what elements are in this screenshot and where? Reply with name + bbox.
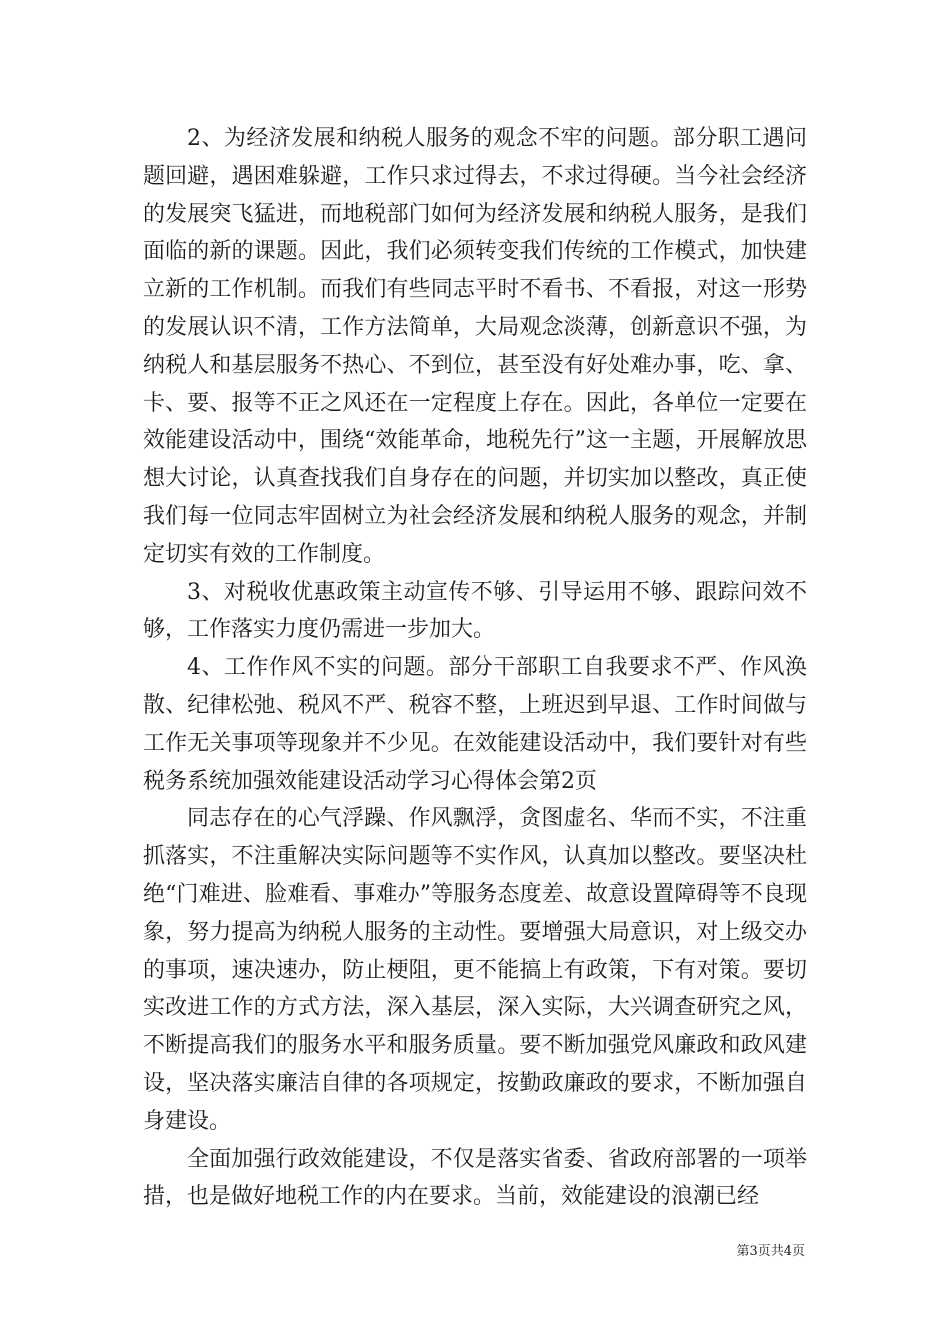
paragraph-item-4: 4、工作作风不实的问题。部分干部职工自我要求不严、作风涣散、纪律松弛、税风不严、税容不整，上班迟到早退、工作时间做与工作无关事项等现象并不少见。在效能建设活动中，我们要针对有些税务系统加强效能建设活动学习心得体会第2页 — [143, 655, 807, 794]
paragraph-item-2: 2、为经济发展和纳税人服务的观念不牢的问题。部分职工遇问题回避，遇困难躲避，工作只求过得去，不求过得硬。当今社会经济的发展突飞猛进，而地税部门如何为经济发展和纳税人服务，是我们面临的新的课题。因此，我们必须转变我们传统的工作模式，加快建立新的工作机制。而我们有些同志平时不看书、不看报，对这一形势的发展认识不清，工作方法简单，大局观念淡薄，创新意识不强，为纳税人和基层服务不热心、不到位，甚至没有好处难办事，吃、拿、卡、要、报等不正之风还在一定程度上存在。因此，各单位一定要在效能建设活动中，围绕“效能革命，地税先行”这一主题，开展解放思想大讨论，认真查找我们自身存在的问题，并切实加以整改，真正使我们每一位同志牢固树立为社会经济发展和纳税人服务的观念，并制定切实有效的工作制度。 — [143, 126, 807, 567]
document-body — [143, 120, 807, 1216]
paragraph-item-3: 3、对税收优惠政策主动宣传不够、引导运用不够、跟踪问效不够，工作落实力度仍需进一步加大。 — [143, 579, 807, 643]
page-number-footer: 第3页共4页 — [736, 1244, 805, 1259]
paragraph-continuation: 同志存在的心气浮躁、作风飘浮，贪图虚名、华而不实，不注重抓落实，不注重解决实际问题等不实作风，认真加以整改。要坚决杜绝“门难进、脸难看、事难办”等服务态度差、故意设置障碍等不良现象，努力提高为纳税人服务的主动性。要增强大局意识，对上级交办的事项，速决速办，防止梗阻，更不能搞上有政策，下有对策。要切实改进工作的方式方法，深入基层，深入实际，大兴调查研究之风，不断提高我们的服务水平和服务质量。要不断加强党风廉政和政风建设，坚决落实廉洁自律的各项规定，按勤政廉政的要求，不断加强自身建设。 — [143, 806, 807, 1134]
paragraph-conclusion: 全面加强行政效能建设，不仅是落实省委、省政府部署的一项举措，也是做好地税工作的内在要求。当前，效能建设的浪潮已经 — [143, 1146, 807, 1210]
